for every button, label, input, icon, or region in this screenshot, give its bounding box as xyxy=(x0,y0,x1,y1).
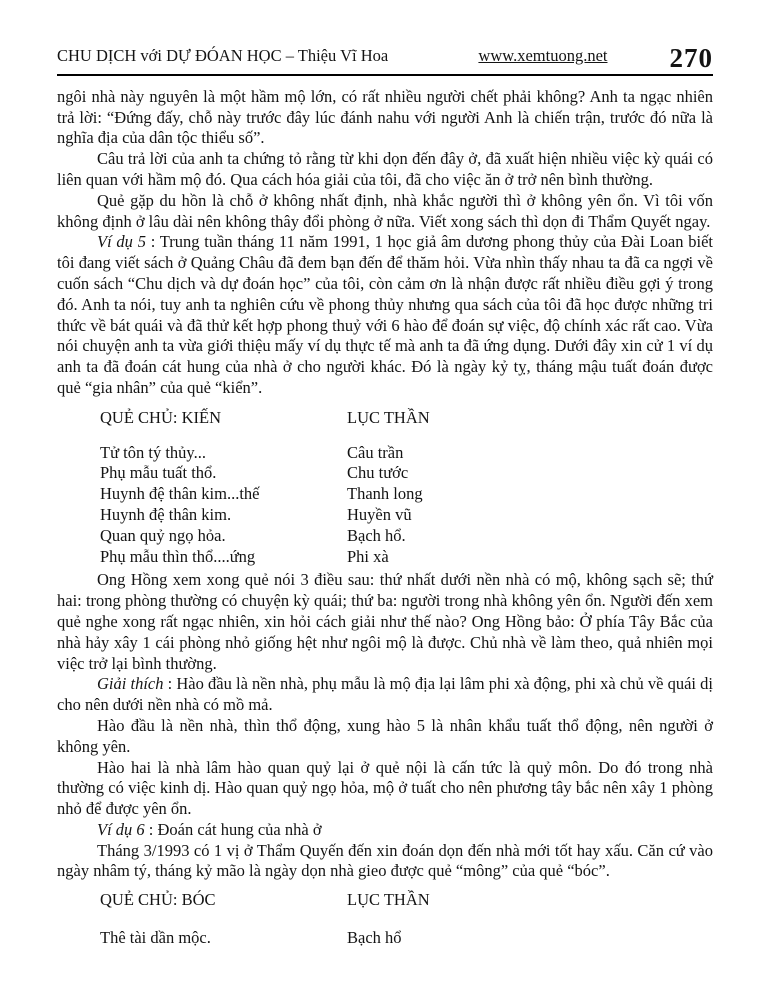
que-chu-kien-title: QUẺ CHỦ: KIẾN xyxy=(100,407,221,427)
explanation-label: Giải thích xyxy=(97,674,164,694)
paragraph-continuation: ngôi nhà này nguyên là một hầm mộ lớn, có rất nhiều người chết phải không? Anh ta ngạc nhiên trả lời: “Đứng đấy, chỗ này trước đây lúc đánh nahu với người Anh là chiến trận, trước đó nữa là nghĩa địa của dân tộc thiểu số”. xyxy=(57,86,713,148)
hao-cell: Phụ mẫu tuất thổ. xyxy=(100,463,217,483)
hexagram-table-boc xyxy=(100,890,713,949)
luc-than-cell: Huyền vũ xyxy=(347,504,412,524)
hao-cell: Quan quỷ ngọ hỏa. xyxy=(100,525,226,545)
book-title: CHU DỊCH với DỰ ĐÓAN HỌC – Thiệu Vĩ Hoa xyxy=(57,46,389,65)
luc-than-cell: Bạch hổ. xyxy=(347,525,406,545)
example-6-text: : Đoán cát hung của nhà ở xyxy=(144,819,322,839)
paragraph-que-du-hon: Quẻ gặp du hồn là chỗ ở không nhất định, nhà khắc người thì ở không yên ổn. Vì tôi vốn không định ở lâu dài nên không thây đổi phòng ở nữa. Viết xong sách thì dọn đi Thẩm Quyết ngay. xyxy=(57,190,713,231)
explanation-text: : Hào đầu là nền nhà, phụ mẫu là mộ địa lại lâm phi xà động, phi xà chủ về quái dị cho nên dưới nền nhà có mồ mả. xyxy=(57,674,713,715)
example-6-label: Ví dụ 6 xyxy=(97,819,145,839)
hexagram-table-kien xyxy=(100,408,713,568)
table-row xyxy=(100,463,713,484)
luc-than-cell: Phi xà xyxy=(347,546,389,566)
paragraph-hao-hai: Hào hai là nhà lâm hào quan quỷ lại ở quẻ nội là cấn tức là quỷ môn. Do đó trong nhà thường có việc kinh dị. Hào quan quỷ ngọ hỏa, mộ ở tuất cho nên phương tây bắc nên xây 1 phòng nhỏ để được yên ổn. xyxy=(57,757,713,819)
table-row xyxy=(100,443,713,464)
paragraph-hao-dau: Hào đầu là nền nhà, thìn thổ động, xung hào 5 là nhân khẩu tuất thổ động, nên người ở không yên. xyxy=(57,715,713,756)
hexagram-table-header xyxy=(100,408,713,429)
website-link[interactable]: www.xemtuong.net xyxy=(478,46,608,65)
header-divider xyxy=(57,74,713,76)
paragraph-example-5 xyxy=(57,232,713,398)
paragraph-answer: Câu trả lời của anh ta chứng tỏ rằng từ khi dọn đến đây ở, đã xuất hiện nhiều việc kỳ quái có liên quan với hầm mộ đó. Qua cách hóa giải của tôi, đã cho việc ăn ở trở nên bình thường. xyxy=(57,149,713,189)
page-content xyxy=(57,87,713,949)
luc-than-cell: Bạch hổ xyxy=(347,928,402,948)
luc-than-cell: Câu trần xyxy=(347,442,404,462)
example-5-text: : Trung tuần tháng 11 năm 1991, 1 học giả âm dương phong thủy của Đài Loan biết tôi đang viết sách ở Quảng Châu đã đem bạn đến để thăm hỏi. Vừa nhìn thấy nhau ta đã ca ngợi về cuốn sách “Chu dịch và dự đoán học” của tôi, còn cảm ơn là nhận được rất nhiều điều gợi ý trong đó. Anh ta nói, tuy anh ta nghiên cứu về phong thủy nhưng qua sách của tôi đã học được những tri thức về bát quái và đã thử kết hợp phong thuỷ với 6 hào để đoán sự việc, độ chính xác rất cao. Vừa nói chuyện anh ta vừa giới thiệu mấy ví dụ thực tế mà anh ta đã ứng dụng. Dưới đây xin cử 1 ví dụ anh ta đã đoán cát hung của nhà ở cho người khác. Đó là ngày kỷ tỵ, tháng mậu tuất đoán được quẻ “gia nhân” của quẻ “kiển”. xyxy=(57,232,713,397)
luc-than-cell: Chu tước xyxy=(347,463,409,483)
hao-cell: Phụ mẫu thìn thổ....ứng xyxy=(100,546,256,566)
example-5-label: Ví dụ 5 xyxy=(97,232,146,252)
page-number: 270 xyxy=(669,43,713,73)
table-row xyxy=(100,505,713,526)
table-row xyxy=(100,928,713,949)
table-row xyxy=(100,547,713,568)
hao-cell: Thê tài dần mộc. xyxy=(100,928,211,948)
paragraph-thang-3-1993: Tháng 3/1993 có 1 vị ở Thẩm Quyến đến xin đoán dọn đến nhà mới tốt hay xấu. Căn cứ vào ngày nhâm tý, tháng kỷ mão là ngày dọn nhà gieo được quẻ “mông” của quẻ “bóc”. xyxy=(57,840,713,881)
luc-than-cell: Thanh long xyxy=(347,484,423,504)
hao-cell: Tử tôn tý thủy... xyxy=(100,442,206,462)
hao-cell: Huynh đệ thân kim. xyxy=(100,504,232,524)
hao-cell: Huynh đệ thân kim...thế xyxy=(100,484,260,504)
paragraph-explanation xyxy=(57,674,713,716)
paragraph-example-6 xyxy=(57,820,713,841)
table-row xyxy=(100,484,713,505)
luc-than-title: LỤC THẦN xyxy=(347,407,430,427)
que-chu-boc-title: QUẺ CHỦ: BÓC xyxy=(100,890,216,910)
hexagram-table-header xyxy=(100,890,713,911)
page-header xyxy=(57,42,713,73)
luc-than-title: LỤC THẦN xyxy=(347,890,430,910)
paragraph-ong-hong: Ong Hồng xem xong quẻ nói 3 điều sau: thứ nhất dưới nền nhà có mộ, không sạch sẽ; thứ hai: trong phòng thường có chuyện kỳ quái; thứ ba: người trong nhà không yên ổn. Người đến xem quẻ nghe xong rất ngạc nhiên, xin hỏi cách giải như thế nào? Ong Hồng bảo: Ở phía Tây Bắc của nhà hảy xây 1 cái phòng nhỏ giống hệt như ngôi mộ là được. Chủ nhà về làm theo, quả nhiên mọi việc trở lại bình thường. xyxy=(57,570,713,673)
table-row xyxy=(100,526,713,547)
